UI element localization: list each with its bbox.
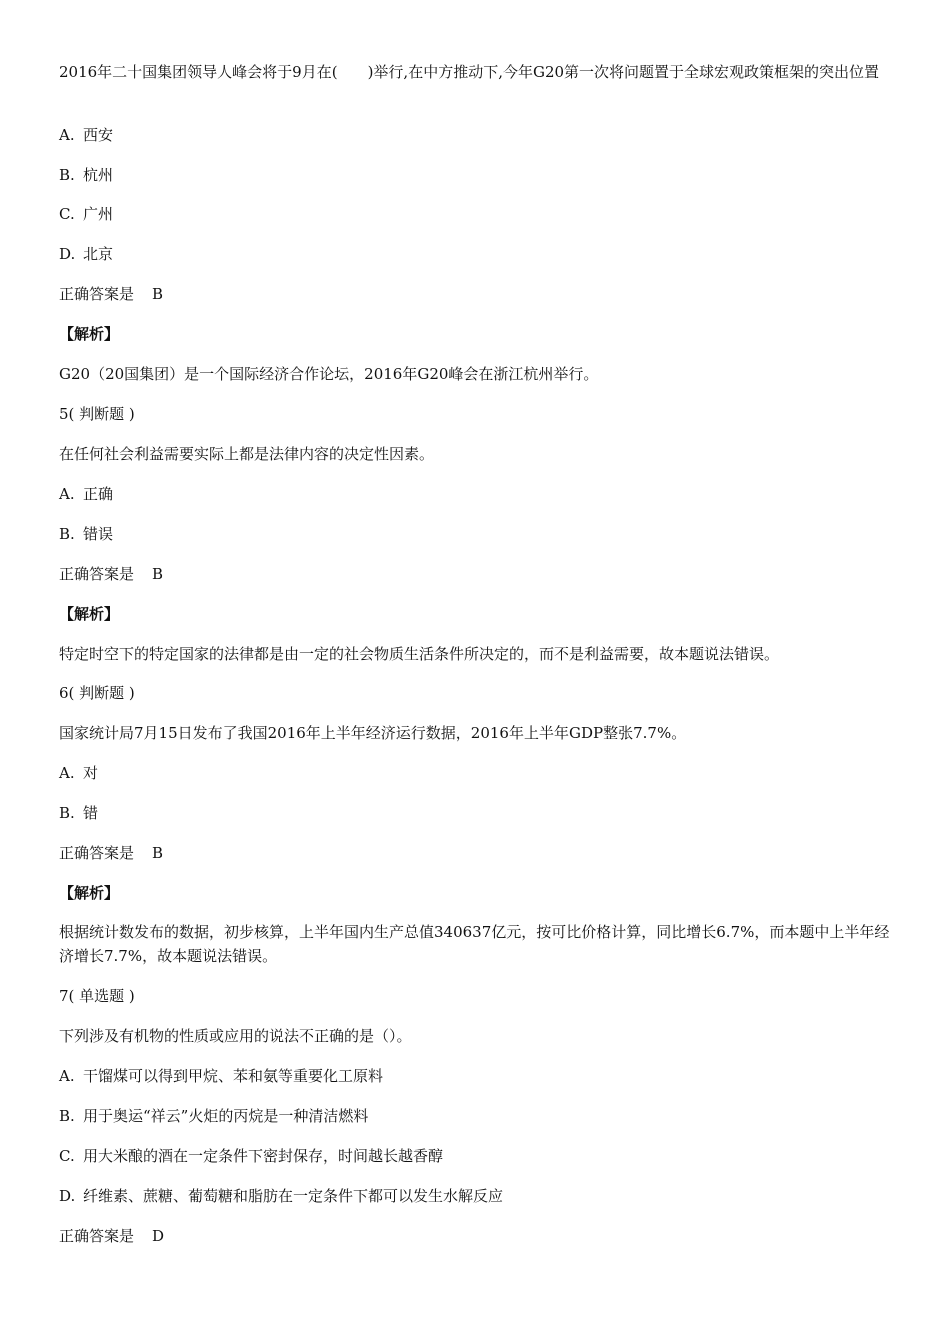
q4-stem: 2016年二十国集团领导人峰会将于9月在( )举行,在中方推动下,今年G20第一次将问题置于全球宏观政策框架的突出位置 — [59, 63, 880, 81]
option-text: 纤维素、蔗糖、葡萄糖和脂肪在一定条件下都可以发生水解反应 — [83, 1187, 504, 1205]
option-text: 用大米酿的酒在一定条件下密封保存，时间越长越香醇 — [83, 1147, 444, 1165]
answer-value: B — [152, 285, 164, 303]
option-text: 北京 — [83, 245, 114, 263]
option-letter: B. — [59, 525, 75, 543]
q7-stem: 下列涉及有机物的性质或应用的说法不正确的是（）。 — [59, 1027, 412, 1045]
option-text: 干馏煤可以得到甲烷、苯和氨等重要化工原料 — [83, 1067, 384, 1085]
q4-option-a — [59, 124, 113, 146]
answer-label: 正确答案是 — [59, 565, 135, 583]
option-letter: A. — [59, 1067, 75, 1085]
q5-option-a — [59, 483, 113, 505]
option-letter: B. — [59, 804, 75, 822]
q7-option-d — [59, 1185, 503, 1207]
option-letter: C. — [59, 1147, 75, 1165]
option-letter: B. — [59, 166, 75, 184]
q6-option-a — [59, 762, 98, 784]
option-letter: B. — [59, 1107, 75, 1125]
q7-option-c — [59, 1145, 443, 1167]
answer-value: B — [152, 565, 164, 583]
option-letter: D. — [59, 245, 76, 263]
option-letter: D. — [59, 1187, 76, 1205]
q5-stem: 在任何社会利益需要实际上都是法律内容的决定性因素。 — [59, 445, 435, 463]
option-text: 错误 — [83, 525, 114, 543]
q6-analysis: 根据统计数发布的数据，初步核算，上半年国内生产总值340637亿元，按可比价格计算，同比增长6.7%，而本题中上半年经济增长7.7%，故本题说法错误。 — [59, 923, 890, 965]
q7-option-b — [59, 1105, 368, 1127]
q4-option-c — [59, 203, 113, 225]
option-letter: C. — [59, 205, 75, 223]
option-letter: A. — [59, 126, 75, 144]
option-letter: A. — [59, 485, 75, 503]
answer-label: 正确答案是 — [59, 1227, 135, 1245]
answer-value: D — [152, 1227, 165, 1245]
option-text: 西安 — [83, 126, 114, 144]
q5-option-b — [59, 523, 113, 545]
q7-option-a — [59, 1065, 383, 1087]
option-text: 广州 — [83, 205, 114, 223]
q4-analysis-heading: 【解析】 — [59, 325, 120, 343]
option-text: 杭州 — [83, 166, 114, 184]
option-text: 错 — [83, 804, 99, 822]
answer-value: B — [152, 844, 164, 862]
q5-analysis: 特定时空下的特定国家的法律都是由一定的社会物质生活条件所决定的，而不是利益需要，故本题说法错误。 — [59, 645, 780, 663]
answer-label: 正确答案是 — [59, 285, 135, 303]
q4-analysis: G20（20国集团）是一个国际经济合作论坛，2016年G20峰会在浙江杭州举行。 — [59, 365, 599, 383]
q6-answer — [59, 842, 163, 864]
q4-option-b — [59, 164, 113, 186]
q5-analysis-heading: 【解析】 — [59, 605, 120, 623]
option-text: 对 — [83, 764, 99, 782]
q6-option-b — [59, 802, 98, 824]
q5-header: 5( 判断题 ) — [59, 405, 135, 423]
answer-label: 正确答案是 — [59, 844, 135, 862]
q7-header: 7( 单选题 ) — [59, 987, 135, 1005]
option-letter: A. — [59, 764, 75, 782]
q4-option-d — [59, 243, 113, 265]
q4-answer — [59, 283, 163, 305]
q7-answer — [59, 1225, 164, 1247]
q6-stem: 国家统计局7月15日发布了我国2016年上半年经济运行数据，2016年上半年GDP整张7.7%。 — [59, 724, 687, 742]
option-text: 用于奥运“祥云”火炬的丙烷是一种清洁燃料 — [83, 1107, 369, 1125]
q6-analysis-heading: 【解析】 — [59, 884, 120, 902]
option-text: 正确 — [83, 485, 114, 503]
q6-header: 6( 判断题 ) — [59, 684, 135, 702]
q5-answer — [59, 563, 163, 585]
